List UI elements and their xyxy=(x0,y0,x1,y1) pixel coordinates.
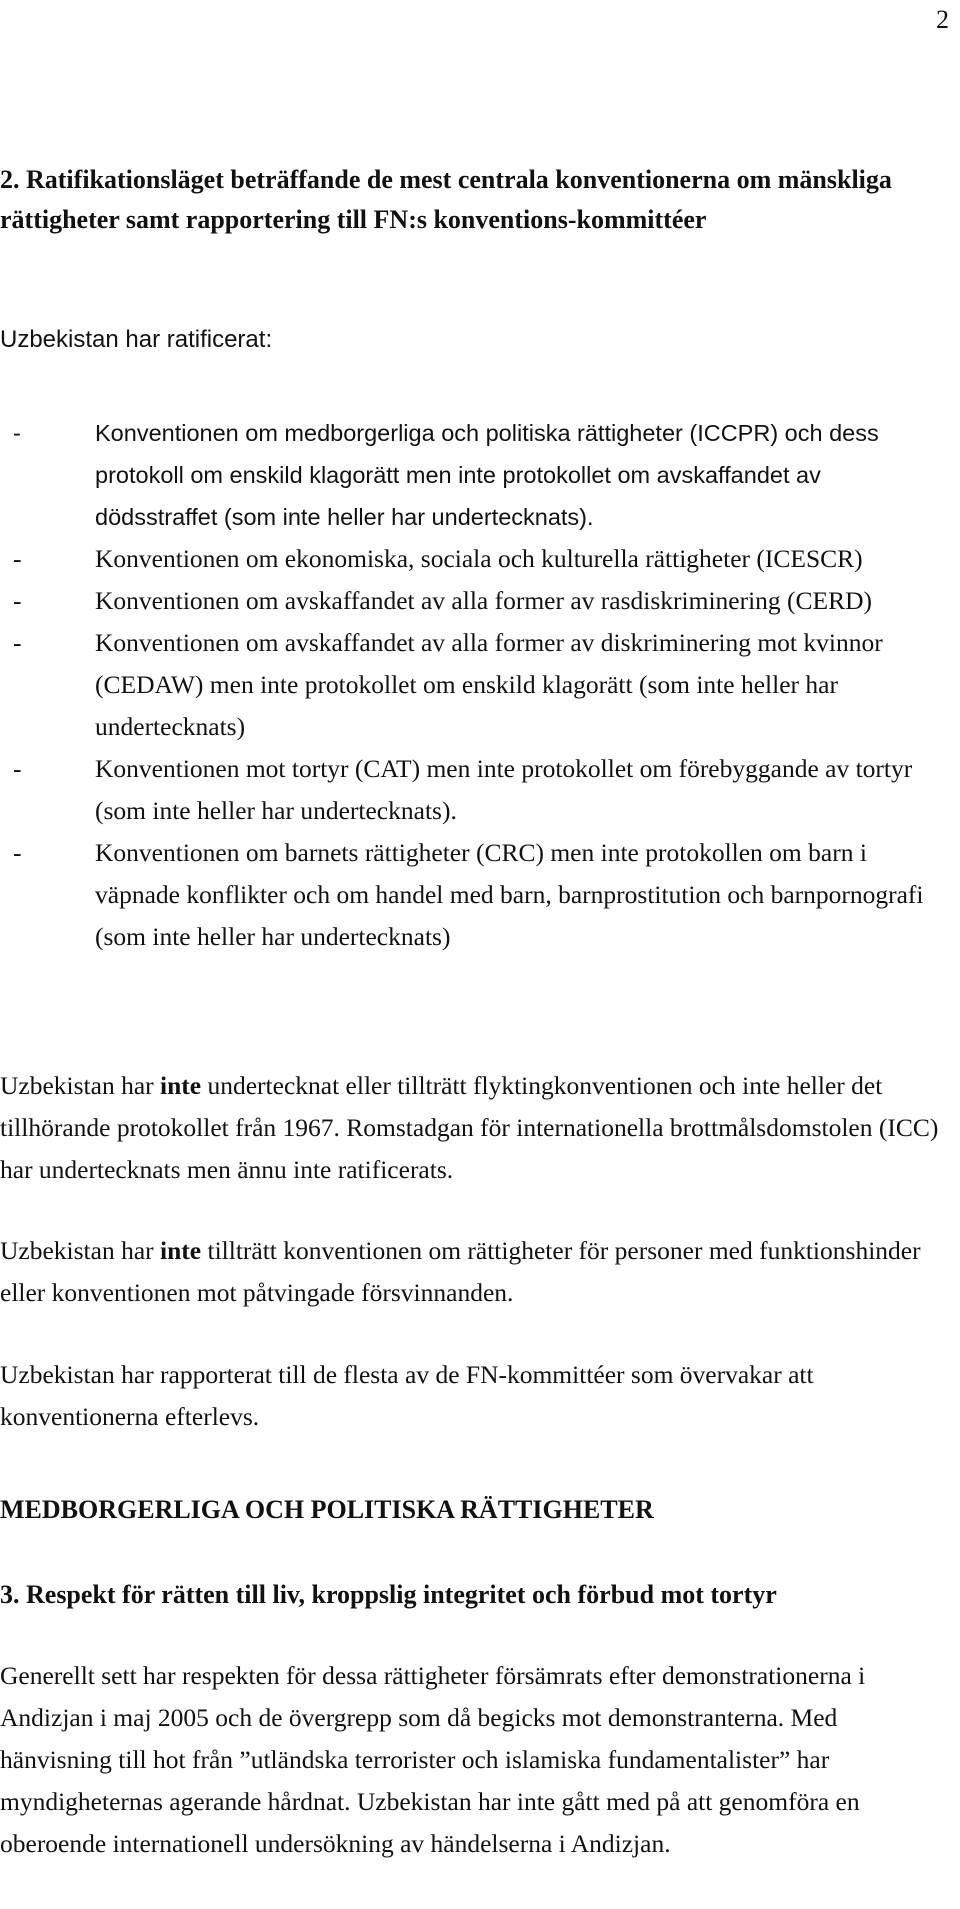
list-item-crc xyxy=(0,832,945,958)
list-item-text: Konventionen mot tortyr (CAT) men inte protokollet om förebyggande av tortyr (som inte heller har undertecknats). xyxy=(95,754,913,825)
intro-text: Uzbekistan har ratificerat: xyxy=(0,326,273,353)
list-item-iccpr xyxy=(0,412,945,538)
ratified-conventions-list xyxy=(0,412,945,958)
civil-political-rights-heading: MEDBORGERLIGA OCH POLITISKA RÄTTIGHETER xyxy=(0,1495,654,1524)
un-reporting-paragraph: Uzbekistan har rapporterat till de flesta av de FN-kommittéer som övervakar att konventionerna efterlevs. xyxy=(0,1360,814,1431)
section-3-title: Respekt för rätten till liv, kroppslig integritet och förbud mot tortyr xyxy=(26,1580,777,1609)
emphasis-inte: inte xyxy=(160,1071,202,1100)
disability-convention-paragraph xyxy=(0,1230,945,1314)
list-dash: - xyxy=(13,586,22,615)
section-3-number: 3. xyxy=(0,1580,20,1609)
list-item-cat xyxy=(0,748,945,832)
section-2-title: Ratifikationsläget beträffande de mest centrala konventionerna om mänskliga rättigheter samt rapportering till FN:s konventions-kommittéer xyxy=(0,165,892,234)
section-2-heading xyxy=(0,160,940,240)
list-dash: - xyxy=(13,420,21,446)
paragraph-text: Uzbekistan har xyxy=(0,1071,161,1100)
list-item-cerd xyxy=(0,580,945,622)
list-item-text: Konventionen om avskaffandet av alla former av diskriminering mot kvinnor (CEDAW) men inte protokollet om enskild klagorätt (som inte heller har undertecknats) xyxy=(95,628,883,741)
list-item-cedaw xyxy=(0,622,945,748)
section-3-heading xyxy=(0,1575,777,1615)
list-dash: - xyxy=(13,754,22,783)
list-item-icescr xyxy=(0,538,945,580)
list-item-text: Konventionen om ekonomiska, sociala och kulturella rättigheter (ICESCR) xyxy=(95,544,863,573)
list-dash: - xyxy=(13,544,22,573)
paragraph-text: tillträtt konventionen om rättigheter för personer med funktionshinder eller konventionen mot påtvingade försvinnanden. xyxy=(0,1236,921,1307)
paragraph-text: undertecknat eller tillträtt flyktingkonventionen och inte heller det tillhörande protokollet från 1967. Romstadgan för internationella brottmålsdomstolen (ICC) har undertecknats men ännu inte ratificerats. xyxy=(0,1071,939,1184)
list-dash: - xyxy=(13,838,22,867)
list-item-text: Konventionen om barnets rättigheter (CRC) men inte protokollen om barn i väpnade konflikter och om handel med barn, barnprostitution och barnpornografi (som inte heller har undertecknats) xyxy=(95,838,924,951)
paragraph-text: Uzbekistan har xyxy=(0,1236,161,1265)
page-number: 2 xyxy=(936,5,949,34)
refugee-convention-paragraph xyxy=(0,1065,945,1191)
general-situation-paragraph: Generellt sett har respekten för dessa rättigheter försämrats efter demonstrationerna i Andizjan i maj 2005 och de övergrepp som då begicks mot demonstranterna. Med hänvisning till hot från ”utländska terrorister och islamiska fundamentalister” har myndigheternas agerande hårdnat. Uzbekistan har inte gått med på att genomföra en oberoende internationell undersökning av händelserna i Andizjan. xyxy=(0,1661,866,1858)
list-item-text: Konventionen om avskaffandet av alla former av rasdiskriminering (CERD) xyxy=(95,586,873,615)
list-item-text: Konventionen om medborgerliga och politiska rättigheter (ICCPR) och dess protokoll om enskild klagorätt men inte protokollet om avskaffandet av dödsstraffet (som inte heller har undertecknats). xyxy=(95,420,879,530)
list-dash: - xyxy=(13,628,22,657)
section-2-number: 2. xyxy=(0,165,20,194)
emphasis-inte: inte xyxy=(160,1236,202,1265)
